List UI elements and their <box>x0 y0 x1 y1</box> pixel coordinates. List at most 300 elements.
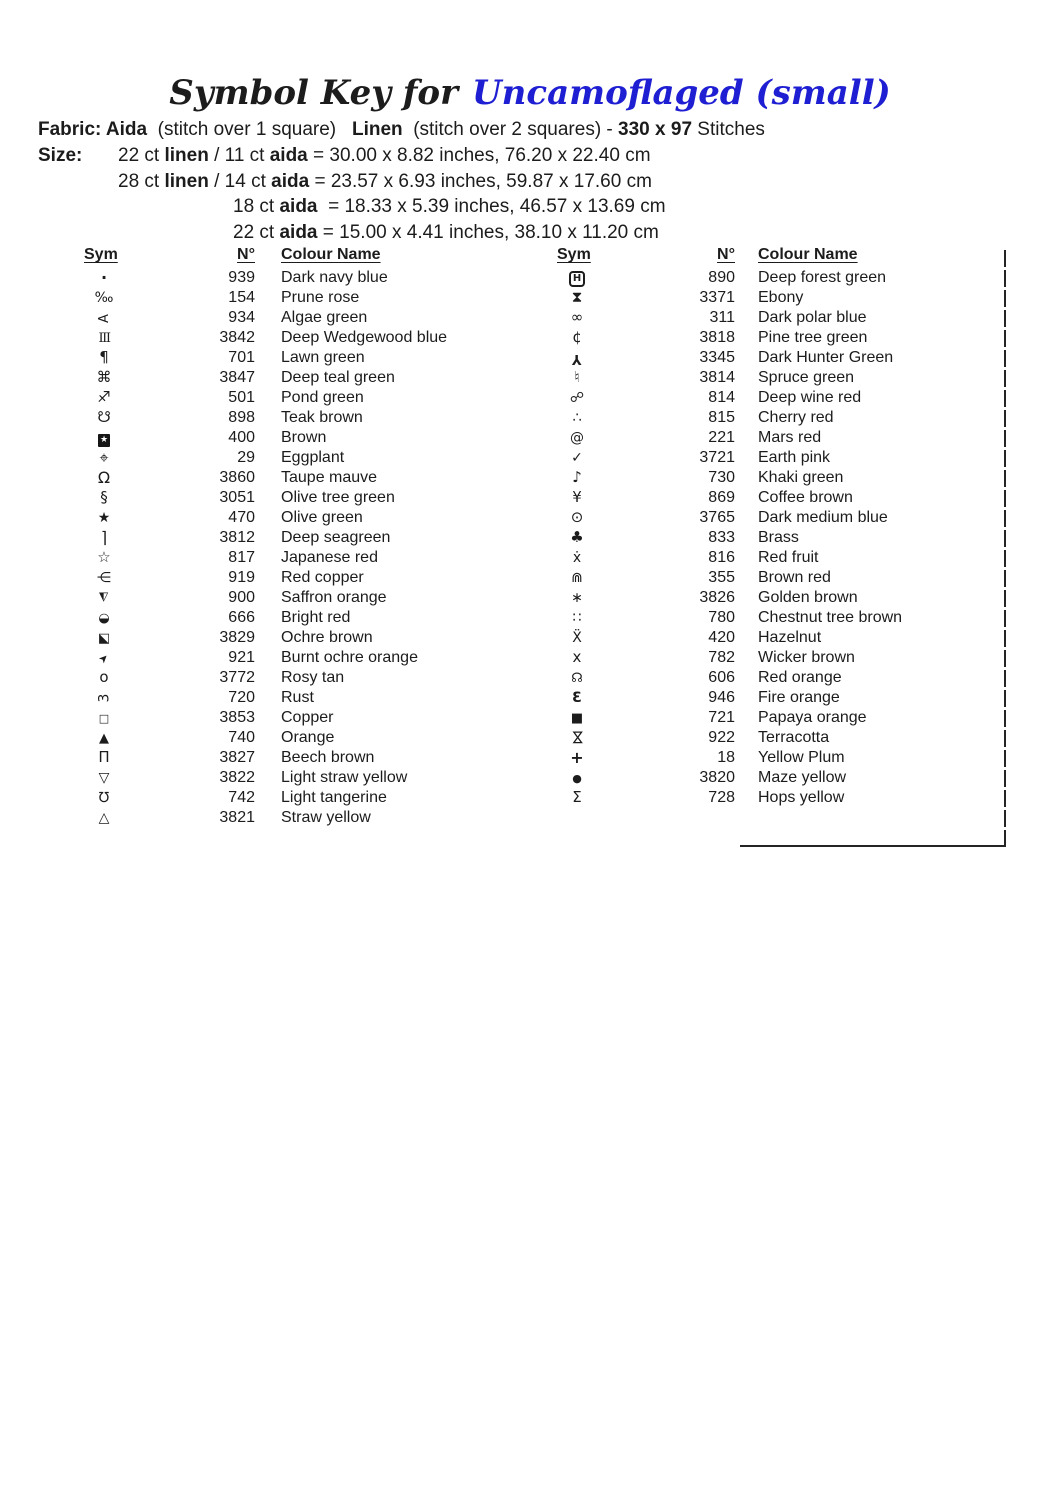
stitch-symbol-icon: ⋲ <box>97 570 111 586</box>
sym-cell <box>557 770 597 786</box>
colour-name: Straw yellow <box>281 809 371 826</box>
floss-number: 18 <box>717 749 735 766</box>
sym-cell <box>557 450 597 466</box>
sym-cell <box>84 710 124 726</box>
sym-cell <box>84 650 124 666</box>
table-bottom-border-line <box>740 845 1006 847</box>
symbol-row <box>84 388 514 408</box>
stitch-symbol-icon: § <box>100 488 108 506</box>
stitch-symbol-icon: ẋ <box>572 550 582 566</box>
symbol-row <box>557 488 997 508</box>
text-run: (stitch over 2 squares) - <box>402 119 619 140</box>
floss-number: 900 <box>228 589 255 606</box>
floss-number: 3371 <box>699 289 735 306</box>
stitch-symbol-icon: ▲ <box>99 731 109 746</box>
symbol-row <box>84 288 514 308</box>
sym-cell <box>557 590 597 606</box>
floss-number: 816 <box>708 549 735 566</box>
sym-cell <box>84 467 124 487</box>
symbol-row <box>84 628 514 648</box>
sym-cell <box>557 747 597 767</box>
sym-cell <box>84 770 124 786</box>
stitch-symbol-icon: ⊙ <box>570 508 584 526</box>
column-header-sym: Sym <box>557 246 591 263</box>
sym-cell <box>84 510 124 526</box>
floss-number: 29 <box>237 449 255 466</box>
text-run: 28 ct <box>118 170 165 192</box>
colour-name: Bright red <box>281 609 351 626</box>
colour-name: Brown red <box>758 569 831 586</box>
symbol-row <box>84 568 514 588</box>
floss-number: 470 <box>228 509 255 526</box>
colour-name: Khaki green <box>758 469 844 486</box>
sym-cell <box>557 350 597 366</box>
stitch-symbol-icon: ⌖ <box>99 447 109 467</box>
sym-cell <box>557 650 597 666</box>
sym-cell <box>557 690 597 706</box>
colour-name: Hazelnut <box>758 629 822 646</box>
colour-name: Rosy tan <box>281 669 345 686</box>
text-run: / 11 ct <box>208 145 270 166</box>
symbol-row <box>557 428 997 448</box>
stitch-symbol-icon: ¶ <box>99 348 109 366</box>
floss-number: 946 <box>708 689 735 706</box>
colour-name: Olive tree green <box>281 489 395 506</box>
sym-cell <box>557 410 597 426</box>
stitch-symbol-icon: ➤ <box>96 650 112 667</box>
colour-name: Deep wine red <box>758 389 862 406</box>
sym-cell <box>557 290 597 306</box>
floss-number: 154 <box>228 289 255 306</box>
stitch-symbol-icon: ⌘ <box>96 368 112 386</box>
symbol-row <box>557 308 997 328</box>
floss-number: 3827 <box>219 749 255 766</box>
stitch-symbol-icon: III <box>98 331 110 346</box>
stitch-symbol-icon: Π <box>98 748 110 766</box>
sym-cell <box>84 410 124 426</box>
stitch-symbol-icon: ☍ <box>569 390 585 406</box>
floss-number: 833 <box>708 529 735 546</box>
symbol-row <box>557 448 997 468</box>
sym-cell <box>557 430 597 446</box>
symbol-row <box>84 728 514 748</box>
sym-cell <box>84 527 124 547</box>
colour-name: Papaya orange <box>758 709 867 726</box>
stitch-symbol-icon: ⋈ <box>568 730 587 745</box>
sym-cell <box>557 490 597 506</box>
stitch-symbol-icon: · <box>100 267 108 287</box>
colour-name: Brass <box>758 529 799 546</box>
colour-name: Eggplant <box>281 449 345 466</box>
size-line <box>118 196 666 222</box>
text-run: = 23.57 x 6.93 inches, 59.87 x 17.60 cm <box>309 170 652 192</box>
colour-name: Deep teal green <box>281 369 395 386</box>
colour-name: Rust <box>281 689 314 706</box>
stitch-symbol-icon: ☆ <box>97 548 111 566</box>
symbol-row <box>557 468 997 488</box>
text-run: = 15.00 x 4.41 inches, 38.10 x 11.20 cm <box>317 221 659 243</box>
floss-number: 3812 <box>219 529 255 546</box>
colour-name: Lawn green <box>281 349 365 366</box>
floss-number: 3818 <box>699 329 735 346</box>
stitch-symbol-icon: ⧗ <box>571 288 583 306</box>
floss-number: 3772 <box>219 669 255 686</box>
stitch-symbol-icon: △ <box>98 810 110 826</box>
floss-number: 869 <box>708 489 735 506</box>
colour-name: Mars red <box>758 429 822 446</box>
floss-number: 3860 <box>219 469 255 486</box>
symbol-row <box>84 528 514 548</box>
symbol-row <box>557 588 997 608</box>
table-body-right <box>557 268 997 808</box>
bold-text-run: Aida <box>105 119 148 140</box>
sym-cell <box>557 370 597 386</box>
symbol-row <box>557 608 997 628</box>
stitch-symbol-icon: ‰ <box>94 290 114 306</box>
bold-text-run: aida <box>279 221 318 243</box>
colour-name: Coffee brown <box>758 489 853 506</box>
floss-number: 3829 <box>219 629 255 646</box>
stitch-symbol-icon: Y <box>572 351 582 366</box>
colour-name: Fire orange <box>758 689 840 706</box>
symbol-row <box>84 328 514 348</box>
symbol-row <box>557 528 997 548</box>
size-line <box>118 171 666 197</box>
colour-name: Dark Hunter Green <box>758 349 894 366</box>
symbol-row <box>557 388 997 408</box>
stitch-symbol-icon: ◮ <box>99 591 109 605</box>
sym-cell <box>557 730 597 746</box>
floss-number: 721 <box>708 709 735 726</box>
colour-name: Japanese red <box>281 549 378 566</box>
stitch-symbol-icon: ♣ <box>570 528 584 546</box>
symbol-row <box>84 448 514 468</box>
table-body-left <box>84 268 514 828</box>
symbol-row <box>557 788 997 808</box>
symbol-row <box>84 268 514 288</box>
stitch-symbol-icon: @ <box>570 430 584 446</box>
colour-name: Olive green <box>281 509 363 526</box>
floss-number: 3842 <box>219 329 255 346</box>
colour-name: Prune rose <box>281 289 360 306</box>
symbol-row <box>557 548 997 568</box>
sym-cell <box>557 610 597 626</box>
symbol-row <box>84 348 514 368</box>
floss-number: 3853 <box>219 709 255 726</box>
floss-number: 3814 <box>699 369 735 386</box>
floss-number: 934 <box>228 309 255 326</box>
stitch-symbol-icon: ∷ <box>572 610 582 626</box>
floss-number: 922 <box>708 729 735 746</box>
floss-number: 782 <box>708 649 735 666</box>
colour-name: Hops yellow <box>758 789 845 806</box>
sym-cell <box>84 590 124 606</box>
column-header-number: N° <box>237 246 255 263</box>
bold-text-run: Fabric: <box>38 119 106 140</box>
colour-name: Burnt ochre orange <box>281 649 418 666</box>
column-header-sym: Sym <box>84 246 118 263</box>
sym-cell <box>84 310 124 326</box>
floss-number: 3721 <box>699 449 735 466</box>
colour-name: Ebony <box>758 289 804 306</box>
sym-cell <box>84 730 124 746</box>
stitch-symbol-icon: ◒ <box>98 611 110 626</box>
symbol-row <box>84 588 514 608</box>
bold-text-run: aida <box>279 196 318 217</box>
sym-cell <box>557 510 597 526</box>
table-header-row <box>557 246 997 268</box>
sym-cell <box>557 269 597 287</box>
colour-name: Deep forest green <box>758 269 887 286</box>
stitch-symbol-icon: ◪ <box>97 631 111 646</box>
stitch-symbol-icon: H <box>569 271 585 287</box>
column-header-number: N° <box>717 246 735 263</box>
text-run: (stitch over 1 square) <box>147 119 352 140</box>
stitch-symbol-icon: ▽ <box>98 770 110 786</box>
size-lines <box>118 145 666 247</box>
floss-number: 814 <box>708 389 735 406</box>
symbol-row <box>557 368 997 388</box>
colour-name: Light straw yellow <box>281 769 408 786</box>
floss-number: 701 <box>228 349 255 366</box>
stitch-symbol-icon: ∞ <box>570 308 584 326</box>
sym-cell <box>557 710 597 726</box>
stitch-symbol-icon: Ɛ <box>572 690 582 706</box>
floss-number: 355 <box>708 569 735 586</box>
floss-number: 3826 <box>699 589 735 606</box>
colour-name: Red orange <box>758 669 842 686</box>
sym-cell <box>557 330 597 346</box>
text-run: / 14 ct <box>208 170 272 192</box>
sym-cell <box>84 670 124 686</box>
text-run: 22 ct <box>233 221 280 243</box>
symbol-row <box>557 688 997 708</box>
sym-cell <box>557 570 597 586</box>
symbol-row <box>84 768 514 788</box>
colour-name: Teak brown <box>281 409 363 426</box>
symbol-row <box>557 728 997 748</box>
bold-text-run: 330 x 97 <box>618 119 693 140</box>
stitch-symbol-icon: ★ <box>97 510 111 526</box>
colour-name: Taupe mauve <box>281 469 378 486</box>
colour-name: Copper <box>281 709 334 726</box>
sym-cell <box>557 390 597 406</box>
floss-number: 780 <box>708 609 735 626</box>
column-header-colour-name: Colour Name <box>758 246 858 263</box>
colour-name: Terracotta <box>758 729 830 746</box>
symbol-row <box>84 688 514 708</box>
symbol-row <box>557 508 997 528</box>
floss-number: 221 <box>708 429 735 446</box>
symbol-row <box>557 668 997 688</box>
symbol-row <box>84 488 514 508</box>
floss-number: 3051 <box>219 489 255 506</box>
floss-number: 3821 <box>219 809 255 826</box>
floss-number: 921 <box>228 649 255 666</box>
sym-cell <box>84 630 124 646</box>
stitch-symbol-icon: ∴ <box>572 410 582 426</box>
size-line <box>118 145 666 171</box>
colour-name: Orange <box>281 729 335 746</box>
sym-cell <box>84 750 124 766</box>
stitch-symbol-icon: + <box>570 747 584 767</box>
floss-number: 501 <box>228 389 255 406</box>
sym-cell <box>84 570 124 586</box>
floss-number: 919 <box>228 569 255 586</box>
sym-cell <box>84 447 124 467</box>
sym-cell <box>84 267 124 287</box>
page-title-prefix: Symbol Key for <box>169 73 459 113</box>
sym-cell <box>84 370 124 386</box>
symbol-row <box>557 628 997 648</box>
floss-number: 666 <box>228 609 255 626</box>
stitch-symbol-icon: ∗ <box>571 590 583 606</box>
sym-cell <box>557 310 597 326</box>
symbol-row <box>557 348 997 368</box>
floss-number: 815 <box>708 409 735 426</box>
floss-number: 3765 <box>699 509 735 526</box>
stitch-symbol-icon: Ω <box>97 467 111 487</box>
floss-number: 890 <box>708 269 735 286</box>
symbol-row <box>84 668 514 688</box>
stitch-symbol-icon: 3 <box>95 693 112 703</box>
sym-cell <box>84 390 124 406</box>
symbol-table-left <box>84 246 514 828</box>
bold-text-run: aida <box>269 145 308 166</box>
sym-cell <box>557 790 597 806</box>
sym-cell <box>557 630 597 646</box>
colour-name: Pond green <box>281 389 364 406</box>
colour-name: Algae green <box>281 309 368 326</box>
stitch-symbol-icon: ■ <box>570 711 584 726</box>
colour-name: Ochre brown <box>281 629 373 646</box>
symbol-row <box>84 788 514 808</box>
colour-name: Earth pink <box>758 449 831 466</box>
colour-name: Maze yellow <box>758 769 847 786</box>
sym-cell <box>84 610 124 626</box>
colour-name: Yellow Plum <box>758 749 845 766</box>
bold-text-run: linen <box>164 170 209 192</box>
stitch-symbol-icon: ★ <box>99 434 109 445</box>
stitch-symbol-icon: □ <box>98 712 110 725</box>
page-title-pattern-name: Uncamoflaged (small) <box>472 73 891 113</box>
sym-cell <box>557 670 597 686</box>
sym-cell <box>84 290 124 306</box>
colour-name: Red copper <box>281 569 364 586</box>
stitch-symbol-icon: ✓ <box>571 450 583 466</box>
symbol-row <box>84 468 514 488</box>
stitch-symbol-icon: Ẍ <box>572 630 582 646</box>
symbol-row <box>84 808 514 828</box>
stitch-symbol-icon: ♪ <box>572 468 582 486</box>
symbol-row <box>84 748 514 768</box>
colour-name: Brown <box>281 429 327 446</box>
symbol-row <box>557 768 997 788</box>
symbol-row <box>557 648 997 668</box>
stitch-symbol-icon: ● <box>572 772 582 785</box>
bold-text-run: aida <box>271 170 310 192</box>
floss-number: 740 <box>228 729 255 746</box>
text-run: Stitches <box>692 119 765 140</box>
symbol-row <box>84 608 514 628</box>
colour-name: Dark navy blue <box>281 269 388 286</box>
sym-cell <box>84 430 124 447</box>
size-line <box>118 222 666 248</box>
stitch-symbol-icon: Σ <box>572 788 582 806</box>
colour-name: Light tangerine <box>281 789 387 806</box>
stitch-symbol-icon: ☋ <box>97 408 111 426</box>
colour-name: Deep Wedgewood blue <box>281 329 448 346</box>
sym-cell <box>557 550 597 566</box>
floss-number: 3822 <box>219 769 255 786</box>
colour-name: Dark polar blue <box>758 309 867 326</box>
stitch-symbol-icon: ¢ <box>572 328 582 346</box>
table-header-row <box>84 246 514 268</box>
sym-cell <box>557 530 597 546</box>
stitch-symbol-icon: x <box>572 648 582 666</box>
symbol-row <box>84 308 514 328</box>
symbol-row <box>557 408 997 428</box>
symbol-row <box>557 288 997 308</box>
table-right-border-line <box>1004 250 1006 846</box>
sym-cell <box>84 790 124 806</box>
floss-number: 742 <box>228 789 255 806</box>
size-label: Size: <box>38 145 83 166</box>
symbol-row <box>84 648 514 668</box>
floss-number: 400 <box>228 429 255 446</box>
colour-name: Saffron orange <box>281 589 387 606</box>
colour-name: Deep seagreen <box>281 529 391 546</box>
symbol-row <box>84 508 514 528</box>
colour-name: Spruce green <box>758 369 855 386</box>
text-run: 22 ct <box>118 145 165 166</box>
sym-cell <box>84 330 124 346</box>
floss-number: 3345 <box>699 349 735 366</box>
floss-number: 606 <box>708 669 735 686</box>
colour-name: Golden brown <box>758 589 858 606</box>
symbol-row <box>84 548 514 568</box>
colour-name: Pine tree green <box>758 329 868 346</box>
text-run: 18 ct <box>233 196 280 217</box>
colour-name: Red fruit <box>758 549 819 566</box>
floss-number: 730 <box>708 469 735 486</box>
stitch-symbol-icon: ♮ <box>574 368 580 386</box>
bold-text-run: Linen <box>351 119 403 140</box>
symbol-row <box>557 568 997 588</box>
floss-number: 728 <box>708 789 735 806</box>
stitch-symbol-icon: ♐ <box>97 388 111 406</box>
stitch-symbol-icon: ⋒ <box>571 570 583 586</box>
symbol-row <box>557 328 997 348</box>
column-header-colour-name: Colour Name <box>281 246 381 263</box>
text-run: = 18.33 x 5.39 inches, 46.57 x 13.69 cm <box>317 196 666 217</box>
fabric-line <box>38 119 765 141</box>
colour-name: Wicker brown <box>758 649 855 666</box>
symbol-row <box>84 428 514 448</box>
colour-name: Chestnut tree brown <box>758 609 903 626</box>
floss-number: 420 <box>708 629 735 646</box>
colour-name: Beech brown <box>281 749 375 766</box>
symbol-row <box>84 708 514 728</box>
stitch-symbol-icon: A <box>96 314 112 323</box>
sym-cell <box>557 470 597 486</box>
sym-cell <box>84 550 124 566</box>
sym-cell <box>84 810 124 826</box>
sym-cell <box>84 690 124 706</box>
colour-name: Dark medium blue <box>758 509 888 526</box>
floss-number: 720 <box>228 689 255 706</box>
floss-number: 3847 <box>219 369 255 386</box>
